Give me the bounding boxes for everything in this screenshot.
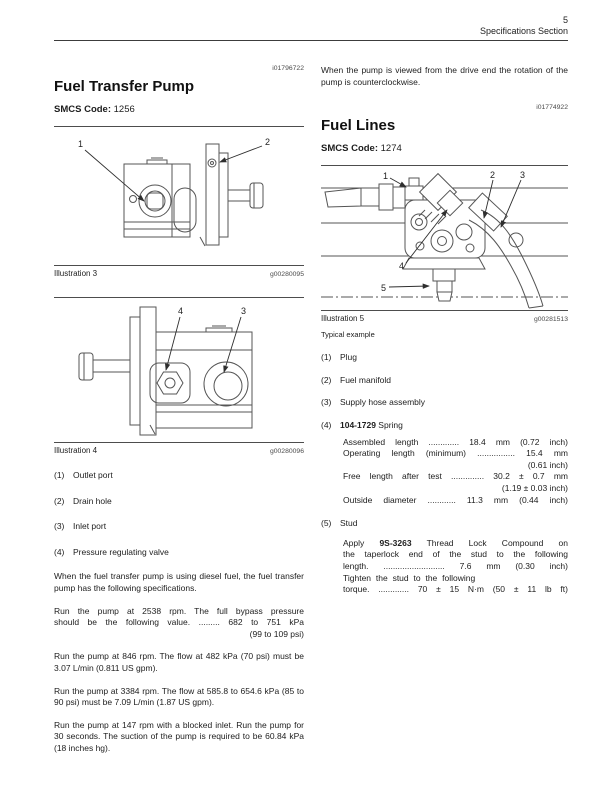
fuel-transfer-pump-drawing-side-a [54, 127, 304, 265]
spec-line: should be the following value. ......... 682 to 751 kPa [54, 617, 304, 628]
part-number: 9S-3263 [379, 537, 412, 548]
smcs-code [321, 143, 568, 154]
fuel-lines-drawing [321, 166, 568, 310]
two-column-layout [0, 41, 612, 755]
spec-line-operating-length: Operating length (minimum) ................ 15.4 mm [343, 448, 568, 459]
legend-text: 104-1729 Spring [340, 419, 403, 430]
illustration-4-title: Illustration 4 [54, 446, 98, 455]
callout-3-label: 3 [241, 306, 247, 316]
spec-line: (99 to 109 psi) [249, 628, 304, 639]
legend-text: Drain hole [73, 495, 112, 506]
illustration-4-caption [54, 446, 304, 457]
spec-line: Tighten the stud to the following [343, 572, 476, 583]
legend-number: (5) [321, 518, 332, 529]
legend-text: Plug [340, 352, 358, 363]
smcs-value: 1274 [380, 143, 402, 155]
bypass-pressure-spec [54, 606, 304, 641]
legend-item-outlet-port [54, 470, 304, 482]
spec-line-length: length. .......................... 7.6 mm (0.30 inch) [343, 560, 568, 571]
legend-text: Inlet port [73, 521, 107, 532]
suction-spec-147rpm: Run the pump at 147 rpm with a blocked inlet. Run the pump for 30 seconds. The suction of the pump is required to be 60.84 kPa (18 inches hg). [54, 719, 304, 753]
legend-text: Supply hose assembly [340, 397, 426, 408]
illustration-3-title: Illustration 3 [54, 269, 98, 278]
spec-line: the taperlock end of the stud to the following [343, 549, 568, 560]
smcs-code [54, 104, 304, 115]
legend-item-fuel-manifold [321, 375, 568, 387]
illustration-5-title: Illustration 5 [321, 314, 365, 324]
legend-number: (1) [321, 352, 332, 363]
smcs-label: SMCS Code: [321, 143, 378, 155]
article-title-fuel-transfer-pump: Fuel Transfer Pump [54, 78, 195, 95]
smcs-label: SMCS Code: [54, 104, 111, 115]
fuel-transfer-pump-drawing-side-b [54, 298, 304, 442]
illustration-5-caption [321, 314, 568, 325]
legend-text: Pressure regulating valve [73, 546, 169, 557]
spec-line-outside-diameter: Outside diameter ............ 11.3 mm (0.44 inch) [343, 494, 568, 505]
legend-item-stud [321, 518, 568, 530]
callout-4-label: 4 [399, 261, 405, 272]
left-column [54, 41, 304, 755]
illustration-5-figure [321, 165, 568, 311]
callout-4-label: 4 [178, 306, 184, 316]
page-number: 5 [562, 15, 568, 25]
legend-text: Fuel manifold [340, 374, 392, 385]
illustration-5-gcode: g00281513 [533, 316, 568, 324]
spec-line: Run the pump at 2538 rpm. The full bypass pressure [54, 605, 304, 616]
flow-spec-846rpm: Run the pump at 846 rpm. The flow at 482 kPa (70 psi) must be 3.07 L/min (0.811 US gpm). [54, 651, 304, 673]
legend-number: (4) [54, 546, 65, 557]
legend-number: (4) [321, 419, 332, 430]
rotation-paragraph: When the pump is viewed from the drive end the rotation of the pump is counterclockwise. [321, 65, 568, 87]
legend-item-plug [321, 352, 568, 364]
illustration-3-gcode: g00280095 [269, 271, 304, 278]
legend-number: (2) [54, 495, 65, 506]
legend-number: (2) [321, 374, 332, 385]
callout-3-label: 3 [520, 170, 526, 181]
spec-line-free-length: Free length after test .............. 30.2 ± 0.7 mm [343, 471, 568, 482]
article-title-fuel-lines: Fuel Lines [321, 117, 396, 135]
legend-item-pressure-regulating-valve [54, 547, 304, 559]
illustration-3-caption [54, 269, 304, 280]
legend-item-spring [321, 420, 568, 432]
callout-2-label: 2 [490, 170, 496, 181]
spec-line-thread-lock: Apply 9S-3263 Thread Lock Compound on [343, 537, 569, 548]
callout-5-label: 5 [381, 283, 387, 294]
spec-line-assembled-length: Assembled length ............. 18.4 mm (0.72 inch) [343, 436, 568, 447]
callout-1-label: 1 [383, 171, 389, 182]
legend-text: Stud [340, 518, 358, 529]
legend-number: (3) [321, 397, 332, 408]
spring-spec-block [343, 437, 568, 507]
spec-line-torque: torque. ............. 70 ± 15 N·m (50 ± 11 lb ft) [343, 584, 568, 595]
section-title: Specifications Section [479, 26, 568, 36]
callout-2-label: 2 [265, 137, 271, 147]
legend-item-drain-hole [54, 496, 304, 508]
spec-line-continuation: (1.19 ± 0.03 inch) [501, 482, 568, 493]
article-id: i01774922 [536, 104, 568, 112]
legend-item-supply-hose-assembly [321, 397, 568, 409]
article-id: i01796722 [272, 65, 304, 72]
part-number: 104-1729 [340, 419, 376, 430]
illustration-3-figure [54, 126, 304, 266]
illustration-5-note: Typical example [321, 330, 375, 340]
stud-spec-block [343, 538, 568, 596]
illustration-4-gcode: g00280096 [269, 448, 304, 455]
callout-1-label: 1 [78, 139, 84, 149]
smcs-value: 1256 [113, 104, 135, 115]
right-column [321, 41, 568, 755]
intro-paragraph: When the fuel transfer pump is using diesel fuel, the fuel transfer pump has the following specifications. [54, 571, 304, 593]
legend-text: Outlet port [73, 470, 113, 480]
legend-number: (3) [54, 521, 65, 532]
page-header [0, 0, 612, 37]
legend-number: (1) [54, 470, 65, 480]
spec-line-continuation: (0.61 inch) [527, 459, 568, 470]
legend-item-inlet-port [54, 521, 304, 533]
flow-spec-3384rpm: Run the pump at 3384 rpm. The flow at 585.8 to 654.6 kPa (85 to 90 psi) must be 7.09 L/min (1.87 US gpm). [54, 685, 304, 708]
illustration-4-figure [54, 297, 304, 443]
